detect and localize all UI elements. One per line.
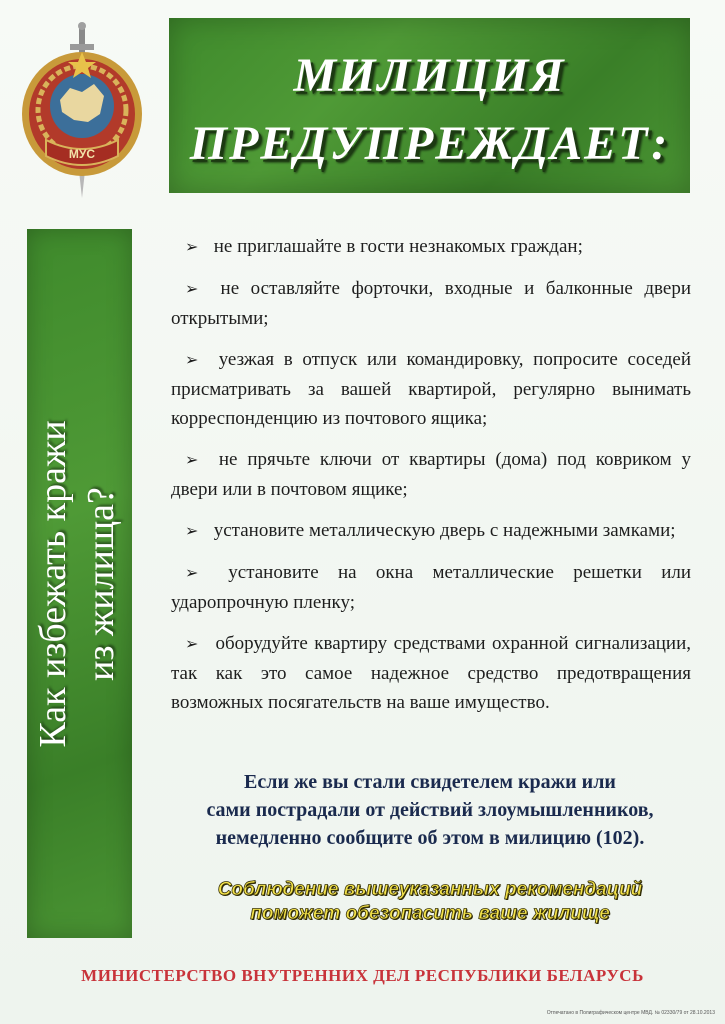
side-banner-line2: из жилища? (80, 487, 122, 681)
list-item (171, 345, 691, 433)
arrow-bullet-icon: ➢ (185, 239, 199, 256)
arrow-bullet-icon: ➢ (185, 352, 199, 369)
arrow-bullet-icon: ➢ (185, 565, 199, 582)
list-item (171, 445, 691, 504)
list-item (171, 274, 691, 333)
arrow-bullet-icon: ➢ (185, 452, 199, 469)
tip-text: установите металлическую дверь с надежными замками; (213, 520, 676, 541)
list-item (171, 232, 691, 262)
tip-text: не прячьте ключи от квартиры (дома) под ковриком у двери или в почтовом ящике; (171, 449, 691, 500)
footer-ministry: МИНИСТЕРСТВО ВНУТРЕННИХ ДЕЛ РЕСПУБЛИКИ БЕЛАРУСЬ (81, 966, 644, 985)
header-banner (169, 18, 690, 193)
side-banner (27, 229, 132, 938)
tip-text: уезжая в отпуск или командировку, попросите соседей присматривать за вашей квартирой, регулярно вынимать корреспонденцию из почтового ящика; (171, 349, 692, 429)
warning-line3: немедленно сообщите об этом в милицию (102). (215, 827, 645, 849)
tip-text: не приглашайте в гости незнакомых граждан; (213, 236, 583, 257)
side-banner-line1: Как избежать кражи (32, 420, 74, 748)
warning-line1: Если же вы стали свидетелем кражи или (244, 771, 616, 793)
tip-text: не оставляйте форточки, входные и балконные двери открытыми; (171, 278, 692, 329)
list-item (171, 558, 691, 617)
arrow-bullet-icon: ➢ (185, 636, 199, 653)
tip-text: установите на окна металлические решетки или ударопрочную пленку; (171, 562, 692, 613)
highlight-message (150, 878, 710, 926)
side-banner-text (29, 234, 129, 934)
list-item (171, 629, 691, 717)
tips-list (171, 232, 691, 729)
warning-message (160, 768, 700, 852)
highlight-line1: Соблюдение вышеуказанных рекомендаций (217, 879, 643, 900)
arrow-bullet-icon: ➢ (185, 523, 199, 540)
warning-line2: сами пострадали от действий злоумышленников, (206, 799, 654, 821)
header-title-line1: МИЛИЦИЯ (293, 49, 566, 102)
list-item (171, 516, 691, 546)
highlight-line2: поможет обезопасить ваше жилище (250, 903, 610, 924)
print-note: Отпечатано в Полиграфическом центре МВД. № 02330/79 от 28.10.2013 (546, 1010, 715, 1016)
tip-text: оборудуйте квартиру средствами охранной сигнализации, так как это самое надежное средство предотвращения возможных посягательств на ваше имущество. (171, 633, 692, 713)
arrow-bullet-icon: ➢ (185, 281, 199, 298)
header-title-line2: ПРЕДУПРЕЖДАЕТ: (189, 117, 670, 170)
emblem-label: МУС (68, 147, 96, 161)
militia-emblem-icon (18, 22, 146, 200)
